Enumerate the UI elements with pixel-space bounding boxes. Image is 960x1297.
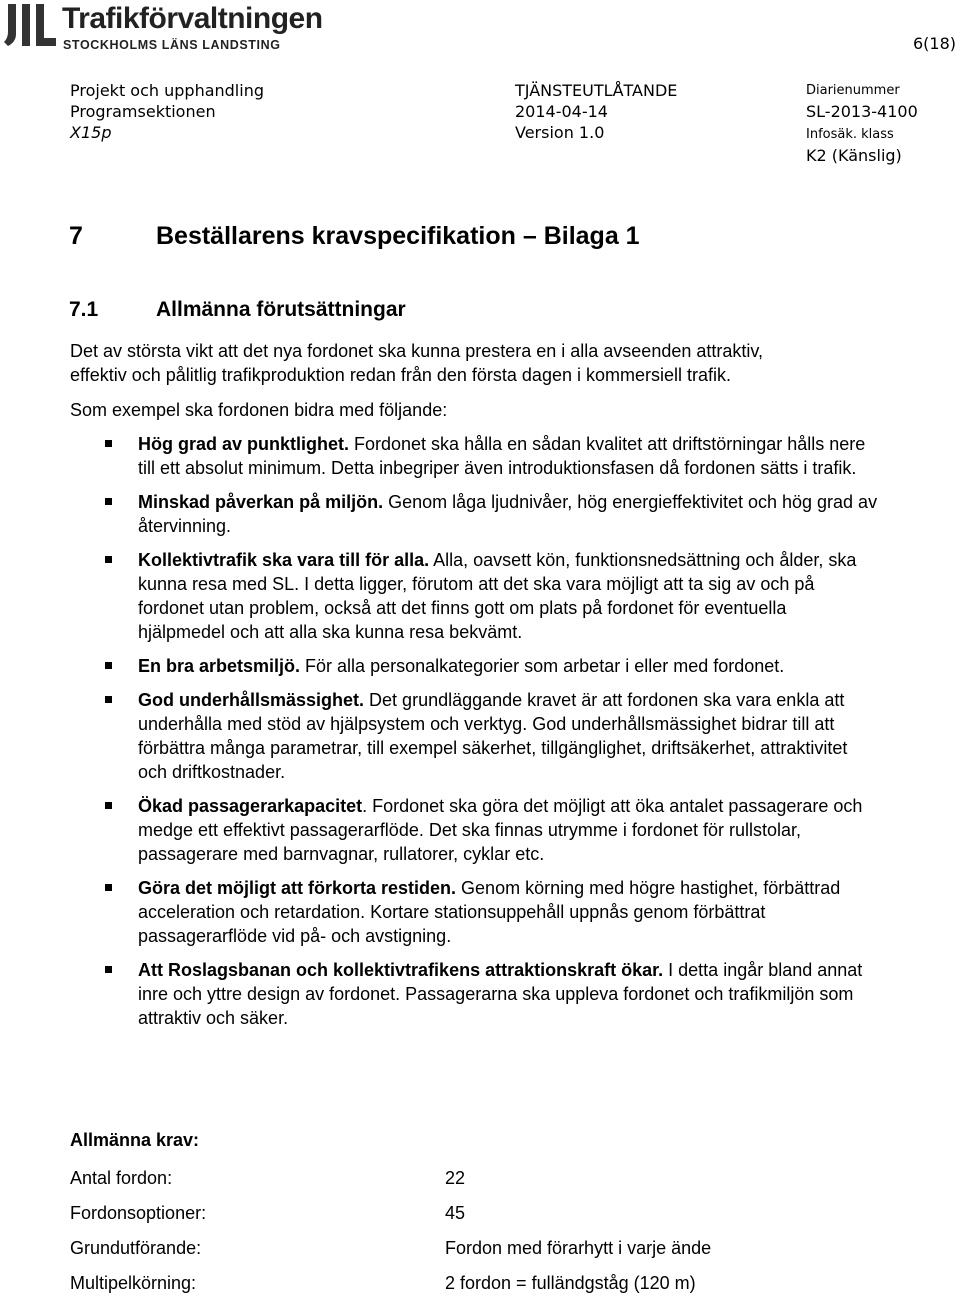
header-author: X15p [70, 123, 112, 142]
bullet-square-icon [105, 498, 112, 505]
bullet-square-icon [105, 440, 112, 447]
list-item [0, 654, 878, 678]
header-col-document [515, 80, 677, 143]
requirement-label: Multipelkörning: [70, 1273, 197, 1293]
section-number: 7 [69, 222, 83, 250]
bullet-heading: God underhållsmässighet. [138, 690, 365, 710]
bullet-square-icon [105, 556, 112, 563]
header-department: Projekt och upphandling [70, 81, 264, 100]
bullet-text: I detta ingår bland annat inre och yttre design av fordonet. Passagerarna ska uppleva fordonet och trafikmiljön som attraktiv och säker. [138, 960, 863, 1028]
intro-line: Det av största vikt att det nya fordonet ska kunna prestera en i alla avseenden attraktiv, [70, 341, 764, 361]
requirement-row [70, 1201, 950, 1225]
bullet-heading: Kollektivtrafik ska vara till för alla. [138, 550, 430, 570]
bullet-heading: Göra det möjligt att förkorta restiden. [138, 878, 457, 898]
list-item [0, 794, 878, 866]
requirement-value: 2 fordon = fulländgståg (120 m) [445, 1273, 696, 1293]
requirement-value: 22 [445, 1168, 466, 1188]
list-item [0, 432, 878, 480]
header-infosak-value: K2 (Känslig) [806, 146, 902, 165]
list-item [0, 688, 878, 784]
subsection-number: 7.1 [69, 298, 99, 321]
intro-line: effektiv och pålitlig trafikproduktion redan från den första dagen i kommersiell trafik. [70, 365, 731, 385]
bullet-square-icon [105, 966, 112, 973]
section-title: Beställarens kravspecifikation – Bilaga 1 [156, 222, 640, 250]
logo-subtitle: STOCKHOLMS LÄNS LANDSTING [63, 38, 281, 52]
requirement-row [70, 1271, 950, 1295]
page-number: 6(18) [912, 34, 956, 53]
header-col-classification [806, 80, 918, 166]
requirement-label: Antal fordon: [70, 1168, 173, 1188]
bullet-text: För alla personalkategorier som arbetar i eller med fordonet. [300, 656, 785, 676]
list-item [0, 876, 878, 948]
bullet-list [0, 432, 960, 1040]
bullet-text: Det grundläggande kravet är att fordonen ska vara enkla att underhålla med stöd av hjälpsystem och verktyg. God underhållsmässighet bidrar till att förbättra många parametrar, till exempel säkerhet, tillgänglighet, driftsäkerhet, attraktivitet och driftkostnader. [138, 690, 848, 782]
bullet-text: Fordonet ska hålla en sådan kvalitet att driftstörningar hålls nere till ett absolut minimum. Detta inbegriper även introduktionsfasen då fordonen sätts i trafik. [138, 434, 866, 478]
requirement-value: Fordon med förarhytt i varje ände [445, 1238, 712, 1258]
logo-mark-icon [4, 4, 56, 50]
bullet-square-icon [105, 662, 112, 669]
requirement-label: Fordonsoptioner: [70, 1203, 207, 1223]
bullet-text: . Fordonet ska göra det möjligt att öka antalet passagerare och medge ett effektivt passagerarflöde. Det ska finnas utrymme i fordonet för rullstolar, passagerare med barnvagnar, rullatorer, cyklar etc. [138, 796, 863, 864]
header-version: Version 1.0 [515, 123, 605, 142]
logo [0, 0, 330, 56]
header-doc-type: TJÄNSTEUTLÅTANDE [515, 81, 678, 100]
bullet-text: Genom körning med högre hastighet, förbättrad acceleration och retardation. Kortare stationsuppehåll uppnås genom förbättrat passagerarflöde vid på- och avstigning. [138, 878, 841, 946]
header-section: Programsektionen [70, 102, 216, 121]
logo-name: Trafikförvaltningen [62, 2, 323, 35]
bullet-heading: Minskad påverkan på miljön. [138, 492, 384, 512]
requirements-title: Allmänna krav: [70, 1130, 200, 1150]
bullet-text: Alla, oavsett kön, funktionsnedsättning och ålder, ska kunna resa med SL. I detta ligger, förutom att det ska vara möjligt att ta sig av och på fordonet utan problem, också att det finns gott om plats på fordonet för eventuella hjälpmedel och att alla ska kunna resa bekvämt. [138, 550, 857, 642]
bullet-heading: Ökad passagerarkapacitet [138, 796, 363, 816]
example-intro: Som exempel ska fordonen bidra med följande: [70, 400, 448, 420]
list-item [0, 958, 878, 1030]
requirement-row [70, 1236, 950, 1260]
bullet-text: Genom låga ljudnivåer, hög energieffektivitet och hög grad av återvinning. [138, 492, 878, 536]
header-diarie-value: SL-2013-4100 [806, 102, 918, 121]
header-infosak-label: Infosäk. klass [806, 127, 894, 142]
requirement-row [70, 1166, 950, 1190]
subsection-title: Allmänna förutsättningar [156, 298, 406, 321]
requirement-value: 45 [445, 1203, 466, 1223]
list-item [0, 548, 878, 644]
intro-paragraph [70, 339, 940, 387]
list-item [0, 490, 878, 538]
header-diarie-label: Diarienummer [806, 83, 900, 98]
header-date: 2014-04-14 [515, 102, 608, 121]
subsection-heading [69, 298, 406, 322]
bullet-square-icon [105, 802, 112, 809]
header-col-organisation [70, 80, 264, 143]
bullet-square-icon [105, 884, 112, 891]
bullet-heading: En bra arbetsmiljö. [138, 656, 301, 676]
bullet-heading: Att Roslagsbanan och kollektivtrafikens attraktionskraft ökar. [138, 960, 664, 980]
bullet-square-icon [105, 696, 112, 703]
bullet-heading: Hög grad av punktlighet. [138, 434, 350, 454]
requirement-label: Grundutförande: [70, 1238, 202, 1258]
section-heading [69, 222, 640, 251]
